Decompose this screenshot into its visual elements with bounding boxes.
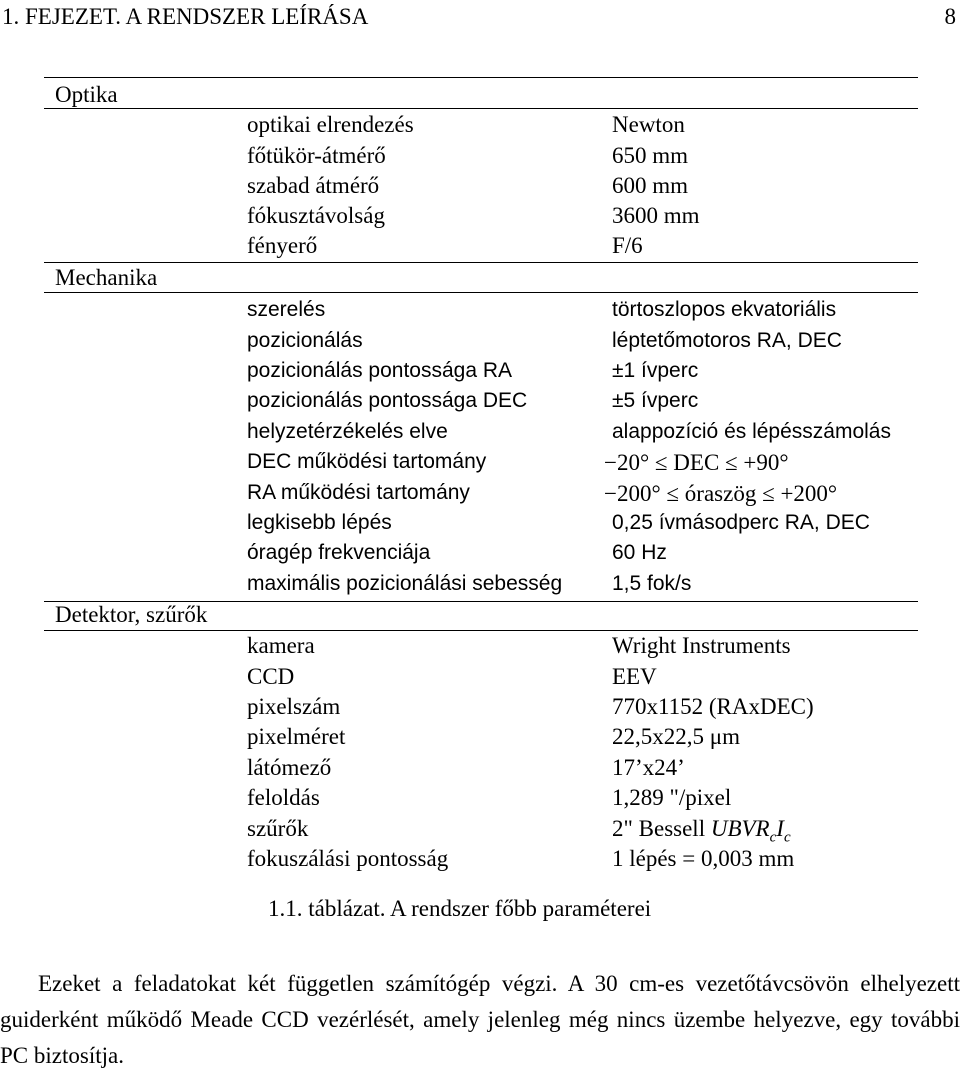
section-label-optika: Optika [55, 82, 118, 107]
paragraph-text: Ezeket a feladatokat két független számítógép végzi. A 30 cm-es vezetőtávcsövön elhelyezett guiderként működő Meade CCD vezérlését, amely jelenleg még nincs üzembe helyezve, egy további PC biztosítja. [0, 971, 960, 1068]
table-row-param: fókusztávolság [247, 203, 385, 228]
filter-bands: UBVR [710, 816, 770, 841]
table-row-value: 60 Hz [612, 541, 667, 564]
table-row-param: látómező [247, 755, 332, 780]
chapter-title: 1. FEJEZET. A RENDSZER LEÍRÁSA [2, 4, 369, 29]
table-row-value: EEV [612, 664, 657, 689]
filter-subscript: c [783, 829, 791, 846]
table-row-value: törtoszlopos ekvatoriális [612, 298, 837, 321]
table-row-value: Wright Instruments [612, 633, 791, 658]
section-rule [44, 262, 918, 263]
table-row-value: 1,289 "/pixel [612, 785, 732, 810]
table-row-value: −200° ≤ óraszög ≤ +200° [604, 481, 838, 506]
table-row-param: szerelés [247, 298, 326, 321]
table-row-param: szabad átmérő [247, 173, 380, 198]
table-row-param: RA működési tartomány [247, 481, 470, 504]
page-header [0, 4, 960, 34]
table-caption: 1.1. táblázat. A rendszer főbb paraméterei [268, 896, 652, 921]
page-number: 8 [944, 4, 956, 29]
table-top-rule [44, 77, 918, 78]
table-row-param: legkisebb lépés [247, 511, 392, 534]
table-row-param: helyzetérzékelés elve [247, 420, 448, 443]
section-rule [44, 292, 918, 293]
table-row-param: maximális pozicionálási sebesség [247, 572, 563, 595]
table-row-value: 1,5 fok/s [612, 572, 692, 595]
table-row-param: optikai elrendezés [247, 112, 414, 137]
section-rule [44, 108, 918, 109]
table-row-value: 650 mm [612, 143, 689, 168]
body-paragraph [0, 966, 960, 1074]
table-row-value: ±5 ívperc [612, 389, 699, 412]
filter-band-i: I [776, 816, 784, 841]
table-row-value: 1 lépés = 0,003 mm [612, 846, 795, 871]
table-row-param: kamera [247, 633, 315, 658]
filter-subscript: c [769, 829, 777, 846]
table-row-param: fényerő [247, 233, 318, 258]
table-row-value: ±1 ívperc [612, 359, 699, 382]
table-row-value: alappozíció és lépésszámolás [612, 420, 891, 443]
table-row-value: Newton [612, 112, 685, 137]
table-row-param: pozicionálás pontossága RA [247, 359, 513, 382]
table-row-param: DEC működési tartomány [247, 450, 487, 473]
section-rule [44, 630, 918, 631]
table-row-value: 0,25 ívmásodperc RA, DEC [612, 511, 870, 534]
table-row-value [612, 816, 791, 847]
table-row-value: 600 mm [612, 173, 689, 198]
table-row-param: főtükör-átmérő [247, 143, 386, 168]
table-row-param: pozicionálás pontossága DEC [247, 389, 528, 412]
table-row-value: léptetőmotoros RA, DEC [612, 329, 842, 352]
section-label-mechanika: Mechanika [55, 265, 158, 290]
table-row-param: óragép frekvenciája [247, 541, 431, 564]
table-row-value: 17’x24’ [612, 755, 685, 780]
section-label-detektor: Detektor, szűrők [55, 602, 208, 627]
table-row-value: F/6 [612, 233, 643, 258]
table-row-value: 3600 mm [612, 203, 700, 228]
table-row-param: feloldás [247, 785, 320, 810]
table-row-value: −20° ≤ DEC ≤ +90° [604, 450, 789, 475]
table-row-value: 22,5x22,5 μm [612, 724, 740, 749]
table-row-param: pozicionálás [247, 329, 363, 352]
table-row-param: szűrők [247, 816, 309, 841]
table-row-param: CCD [247, 664, 295, 689]
filter-prefix: 2" Bessell [612, 816, 706, 841]
table-row-param: pixelszám [247, 694, 341, 719]
table-row-param: pixelméret [247, 724, 346, 749]
table-row-value: 770x1152 (RAxDEC) [612, 694, 814, 719]
table-row-param: fokuszálási pontosság [247, 846, 449, 871]
